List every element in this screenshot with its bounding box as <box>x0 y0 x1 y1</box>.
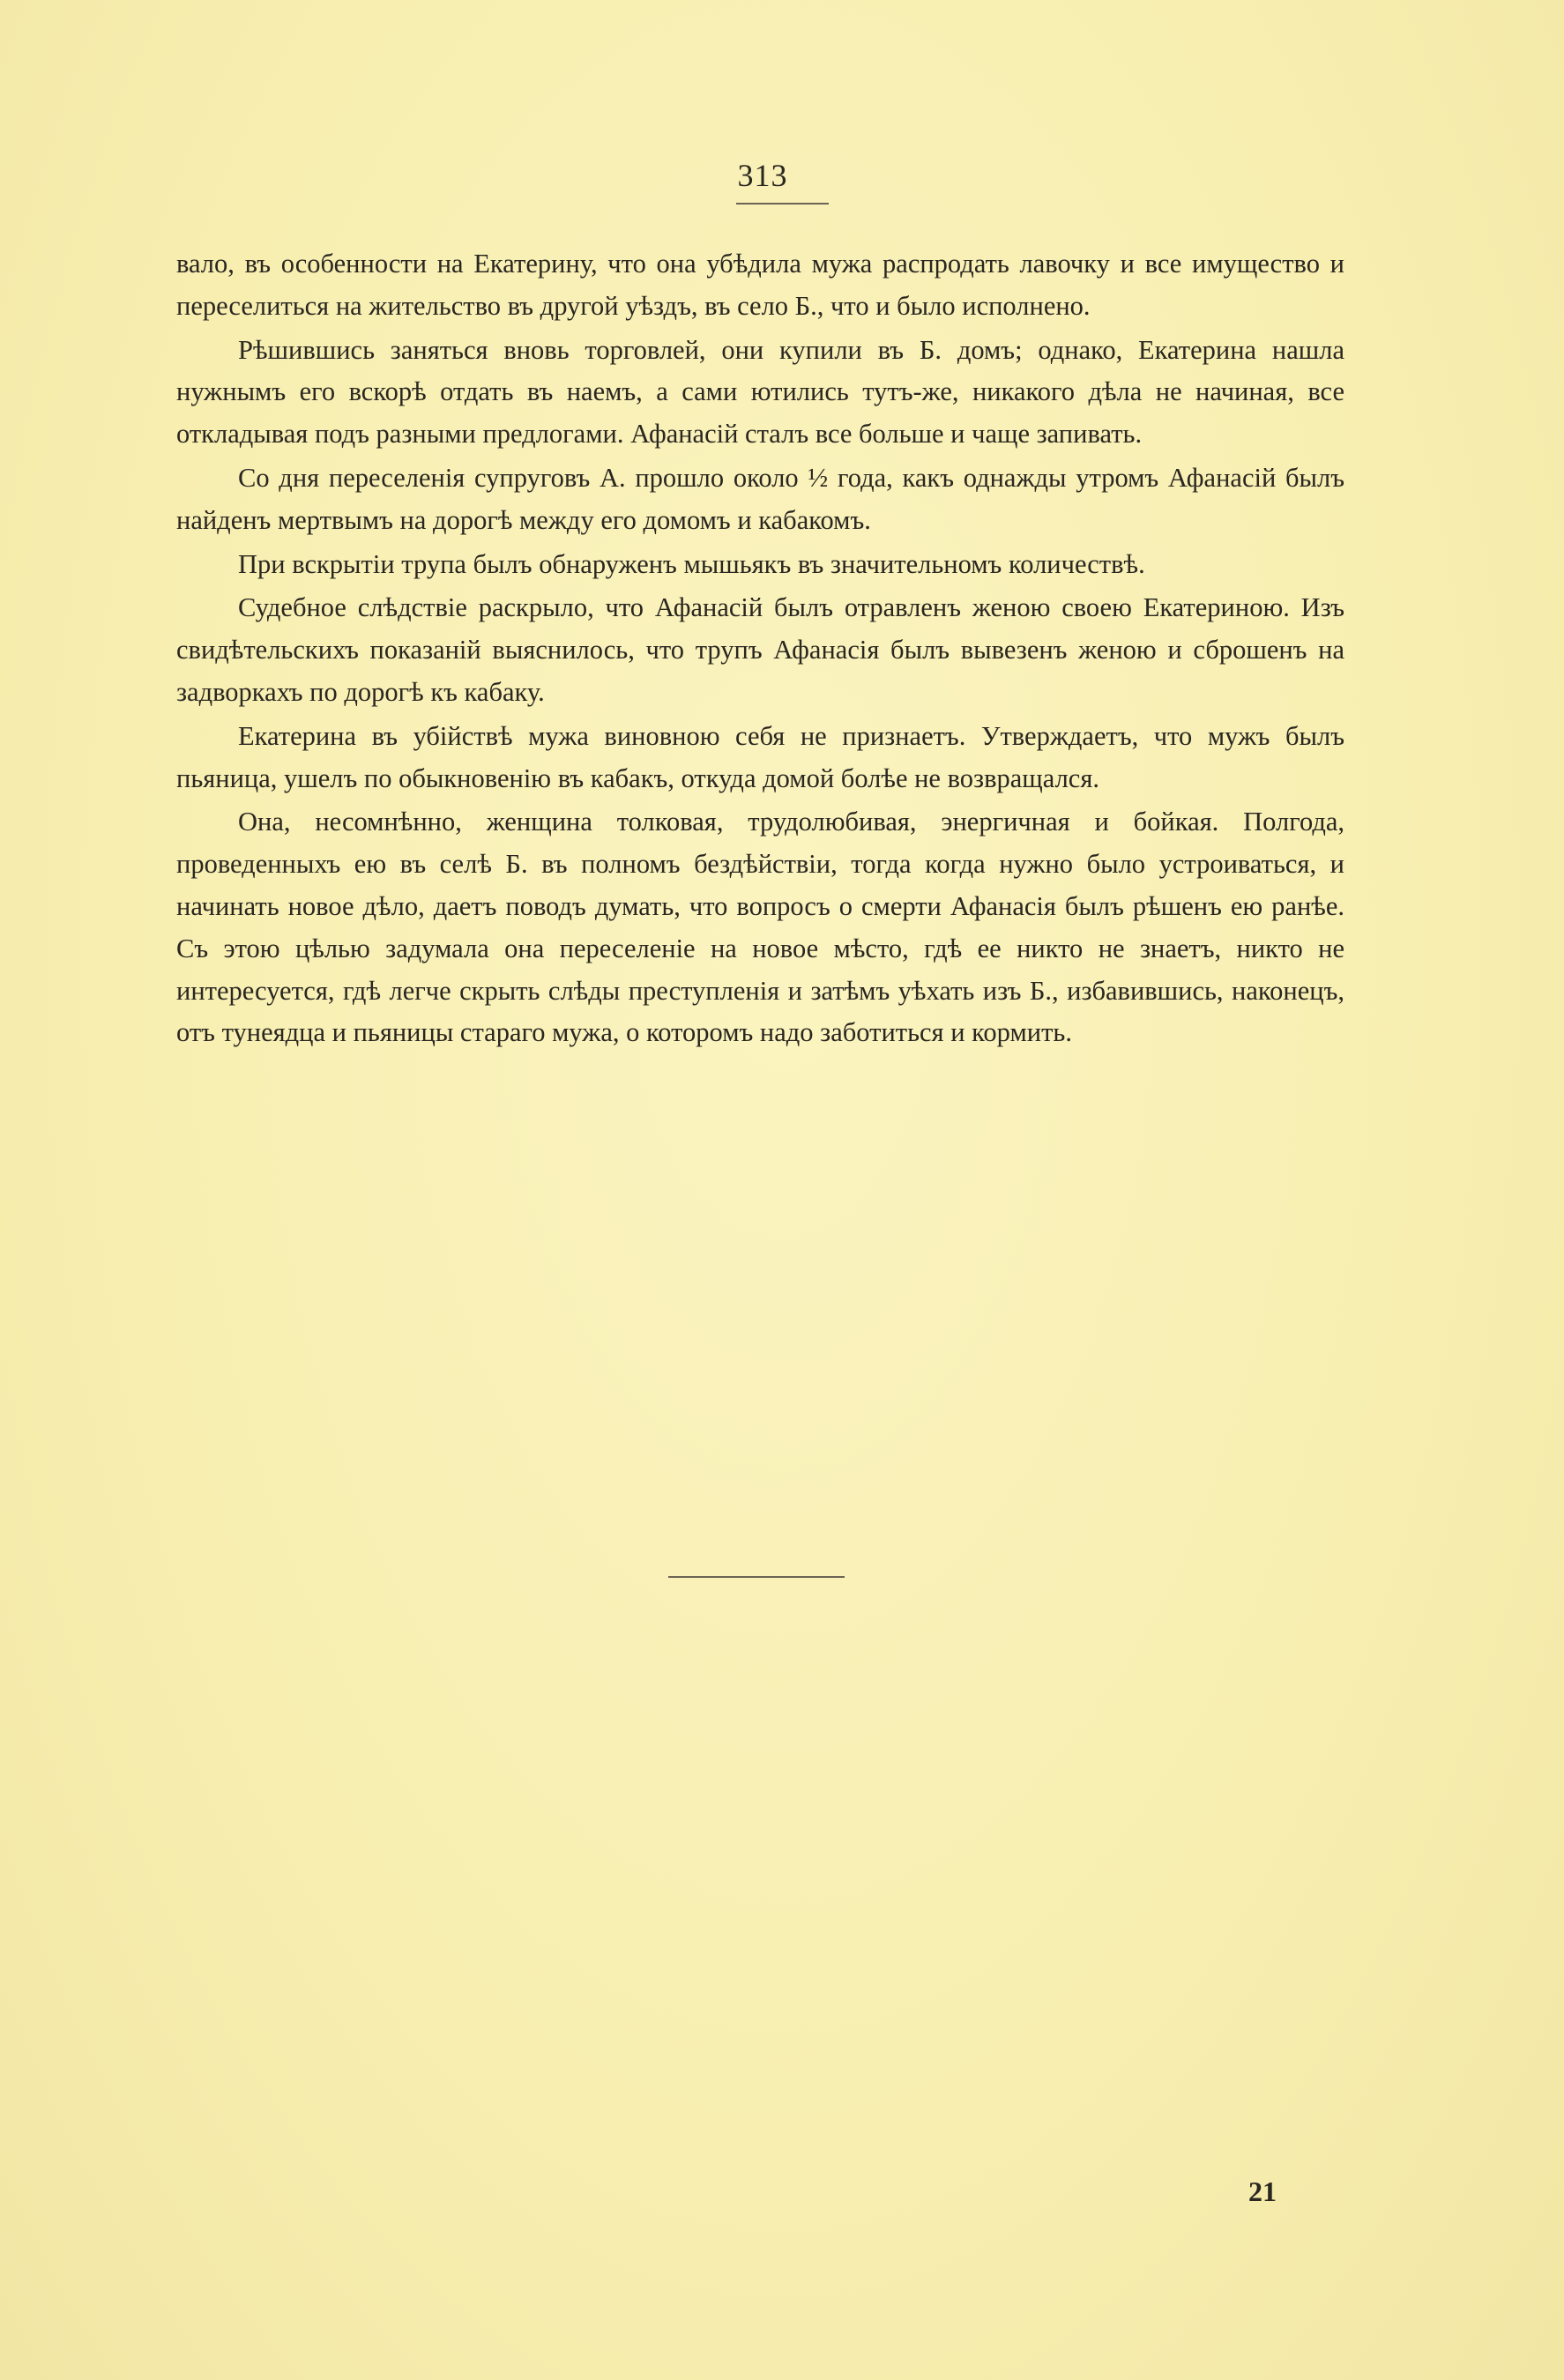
paragraph-1: вало, въ особенности на Екатерину, что она убѣдила мужа распродать лавочку и все имущество и переселиться на жительство въ другой уѣздъ, въ село Б., что и было исполнено. <box>176 249 1344 321</box>
paragraph-4: При вскрытіи трупа былъ обнаруженъ мышьякъ въ значительномъ количествѣ. <box>238 548 1145 579</box>
page-number-rule <box>736 203 829 205</box>
paragraph-5: Судебное слѣдствіе раскрыло, что Афанасій былъ отравленъ женою своею Екатериною. Изъ свидѣтельскихъ показаній выяснилось, что трупъ Афанасія былъ вывезенъ женою и сброшенъ на задворкахъ по дорогѣ къ кабаку. <box>176 592 1344 707</box>
signature-mark: 21 <box>1248 2175 1277 2207</box>
paragraph-7: Она, несомнѣнно, женщина толковая, трудолюбивая, энергичная и бойкая. Полгода, проведенныхъ ею въ селѣ Б. въ полномъ бездѣйствіи, тогда когда нужно было устроиваться, и начинать новое дѣло, даетъ поводъ думать, что вопросъ о смерти Афанасія былъ рѣшенъ ею ранѣе. Съ этою цѣлью задумала она переселеніе на новое мѣсто, гдѣ ее никто не знаетъ, никто не интересуется, гдѣ легче скрыть слѣды преступленія и затѣмъ уѣхать изъ Б., избавившись, наконецъ, отъ тунеядца и пьяницы стараго мужа, о которомъ надо заботиться и кормить. <box>176 807 1344 1048</box>
section-end-rule <box>668 1576 845 1578</box>
paragraph-3: Со дня переселенія супруговъ А. прошло около ½ года, какъ однажды утромъ Афанасій былъ найденъ мертвымъ на дорогѣ между его домомъ и кабакомъ. <box>176 462 1344 535</box>
paragraph-2: Рѣшившись заняться вновь торговлей, они купили въ Б. домъ; однако, Екатерина нашла нужнымъ его вскорѣ отдать въ наемъ, а сами ютились тутъ-же, никакого дѣла не начиная, все откладывая подъ разными предлогами. Афанасій сталъ все больше и чаще запивать. <box>176 334 1344 450</box>
page-number: 313 <box>737 158 788 193</box>
paragraph-6: Екатерина въ убійствѣ мужа виновною себя не признаетъ. Утверждаетъ, что мужъ былъ пьяница, ушелъ по обыкновенію въ кабакъ, откуда домой болѣе не возвращался. <box>176 720 1344 793</box>
body-text <box>176 243 1344 1056</box>
